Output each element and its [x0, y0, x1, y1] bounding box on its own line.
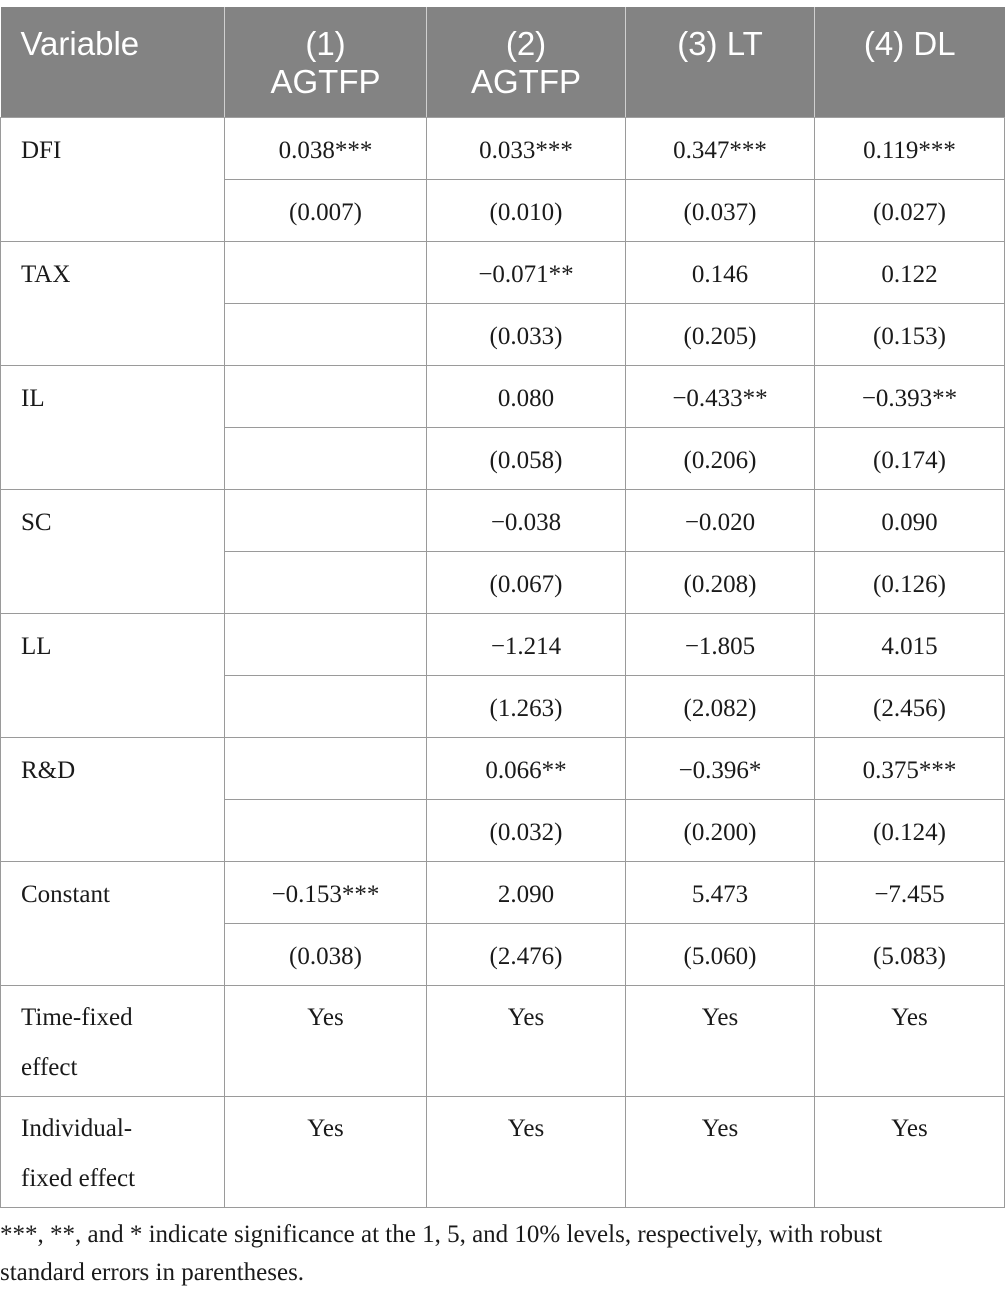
coef-cell: 0.080 — [427, 365, 626, 427]
se-cell: (0.205) — [626, 303, 815, 365]
se-cell: (0.010) — [427, 179, 626, 241]
row-label-line2: fixed effect — [21, 1164, 136, 1192]
regression-table — [0, 7, 1005, 1208]
se-cell: (0.200) — [626, 799, 815, 861]
coef-cell: 0.066** — [427, 737, 626, 799]
row-label: R&D — [1, 737, 225, 861]
se-cell — [225, 551, 427, 613]
se-cell: (5.083) — [815, 923, 1005, 985]
se-cell: (5.060) — [626, 923, 815, 985]
se-cell — [225, 303, 427, 365]
header-col-1-line1: (1) — [305, 25, 346, 62]
header-col-2-line1: (2) — [505, 25, 547, 62]
fe-cell: Yes — [225, 985, 427, 1096]
table-row — [1, 985, 1005, 1096]
coef-cell: −0.020 — [626, 489, 815, 551]
fe-cell: Yes — [225, 1096, 427, 1207]
se-cell: (0.206) — [626, 427, 815, 489]
fe-cell: Yes — [815, 985, 1005, 1096]
se-cell: (0.153) — [815, 303, 1005, 365]
se-cell: (0.174) — [815, 427, 1005, 489]
se-cell — [225, 675, 427, 737]
header-col-3-line1: (3) LT — [677, 25, 763, 62]
fe-cell: Yes — [815, 1096, 1005, 1207]
table-row — [1, 365, 1005, 427]
header-variable: Variable — [1, 7, 225, 117]
se-cell: (0.033) — [427, 303, 626, 365]
coef-cell — [225, 365, 427, 427]
fe-cell: Yes — [626, 1096, 815, 1207]
header-col-1-line2: AGTFP — [270, 63, 381, 100]
coef-cell — [225, 613, 427, 675]
row-label: IL — [1, 365, 225, 489]
table-row — [1, 613, 1005, 675]
se-cell: (0.124) — [815, 799, 1005, 861]
header-col-2 — [427, 7, 626, 117]
table-header — [1, 7, 1005, 117]
se-cell: (2.082) — [626, 675, 815, 737]
row-label-line2: effect — [21, 1053, 78, 1081]
table-row — [1, 117, 1005, 179]
se-cell: (0.058) — [427, 427, 626, 489]
coef-cell: 0.347*** — [626, 117, 815, 179]
row-label: LL — [1, 613, 225, 737]
coef-cell: 0.038*** — [225, 117, 427, 179]
se-cell: (2.456) — [815, 675, 1005, 737]
se-cell: (0.007) — [225, 179, 427, 241]
coef-cell: 0.122 — [815, 241, 1005, 303]
header-col-2-line2: AGTFP — [470, 63, 581, 100]
coef-cell: 5.473 — [626, 861, 815, 923]
coef-cell: 0.090 — [815, 489, 1005, 551]
se-cell: (2.476) — [427, 923, 626, 985]
header-col-4-line1: (4) DL — [863, 25, 956, 62]
coef-cell: −1.805 — [626, 613, 815, 675]
header-col-3 — [626, 7, 815, 117]
coef-cell: −0.393** — [815, 365, 1005, 427]
coef-cell — [225, 737, 427, 799]
se-cell: (0.126) — [815, 551, 1005, 613]
coef-cell: −0.433** — [626, 365, 815, 427]
se-cell: (0.208) — [626, 551, 815, 613]
coef-cell — [225, 489, 427, 551]
row-label-line1: Individual- — [21, 1114, 133, 1142]
coef-cell: −1.214 — [427, 613, 626, 675]
row-label: Constant — [1, 861, 225, 985]
row-label: DFI — [1, 117, 225, 241]
table-footnote — [0, 1216, 1000, 1292]
coef-cell: 0.033*** — [427, 117, 626, 179]
table-row — [1, 489, 1005, 551]
se-cell: (1.263) — [427, 675, 626, 737]
row-label-fixed-effect — [1, 985, 225, 1096]
se-cell — [225, 427, 427, 489]
table-row — [1, 1096, 1005, 1207]
se-cell: (0.038) — [225, 923, 427, 985]
header-col-4 — [815, 7, 1005, 117]
fe-cell: Yes — [427, 985, 626, 1096]
table-row — [1, 241, 1005, 303]
row-label: TAX — [1, 241, 225, 365]
footnote-line2: standard errors in parentheses. — [0, 1259, 305, 1286]
fe-cell: Yes — [626, 985, 815, 1096]
header-col-1 — [225, 7, 427, 117]
row-label: SC — [1, 489, 225, 613]
fe-cell: Yes — [427, 1096, 626, 1207]
table-row — [1, 861, 1005, 923]
coef-cell: 0.375*** — [815, 737, 1005, 799]
se-cell: (0.032) — [427, 799, 626, 861]
table-body — [1, 117, 1005, 1207]
se-cell: (0.067) — [427, 551, 626, 613]
coef-cell: −0.396* — [626, 737, 815, 799]
coef-cell — [225, 241, 427, 303]
coef-cell: 2.090 — [427, 861, 626, 923]
coef-cell: −0.071** — [427, 241, 626, 303]
footnote-line1: ***, **, and * indicate significance at the 1, 5, and 10% levels, respectively, with robust — [0, 1221, 883, 1248]
coef-cell: 0.119*** — [815, 117, 1005, 179]
se-cell: (0.027) — [815, 179, 1005, 241]
coef-cell: −0.153*** — [225, 861, 427, 923]
coef-cell: −0.038 — [427, 489, 626, 551]
row-label-fixed-effect — [1, 1096, 225, 1207]
row-label-line1: Time-fixed — [21, 1003, 133, 1031]
se-cell: (0.037) — [626, 179, 815, 241]
se-cell — [225, 799, 427, 861]
table-row — [1, 737, 1005, 799]
coef-cell: −7.455 — [815, 861, 1005, 923]
coef-cell: 0.146 — [626, 241, 815, 303]
coef-cell: 4.015 — [815, 613, 1005, 675]
